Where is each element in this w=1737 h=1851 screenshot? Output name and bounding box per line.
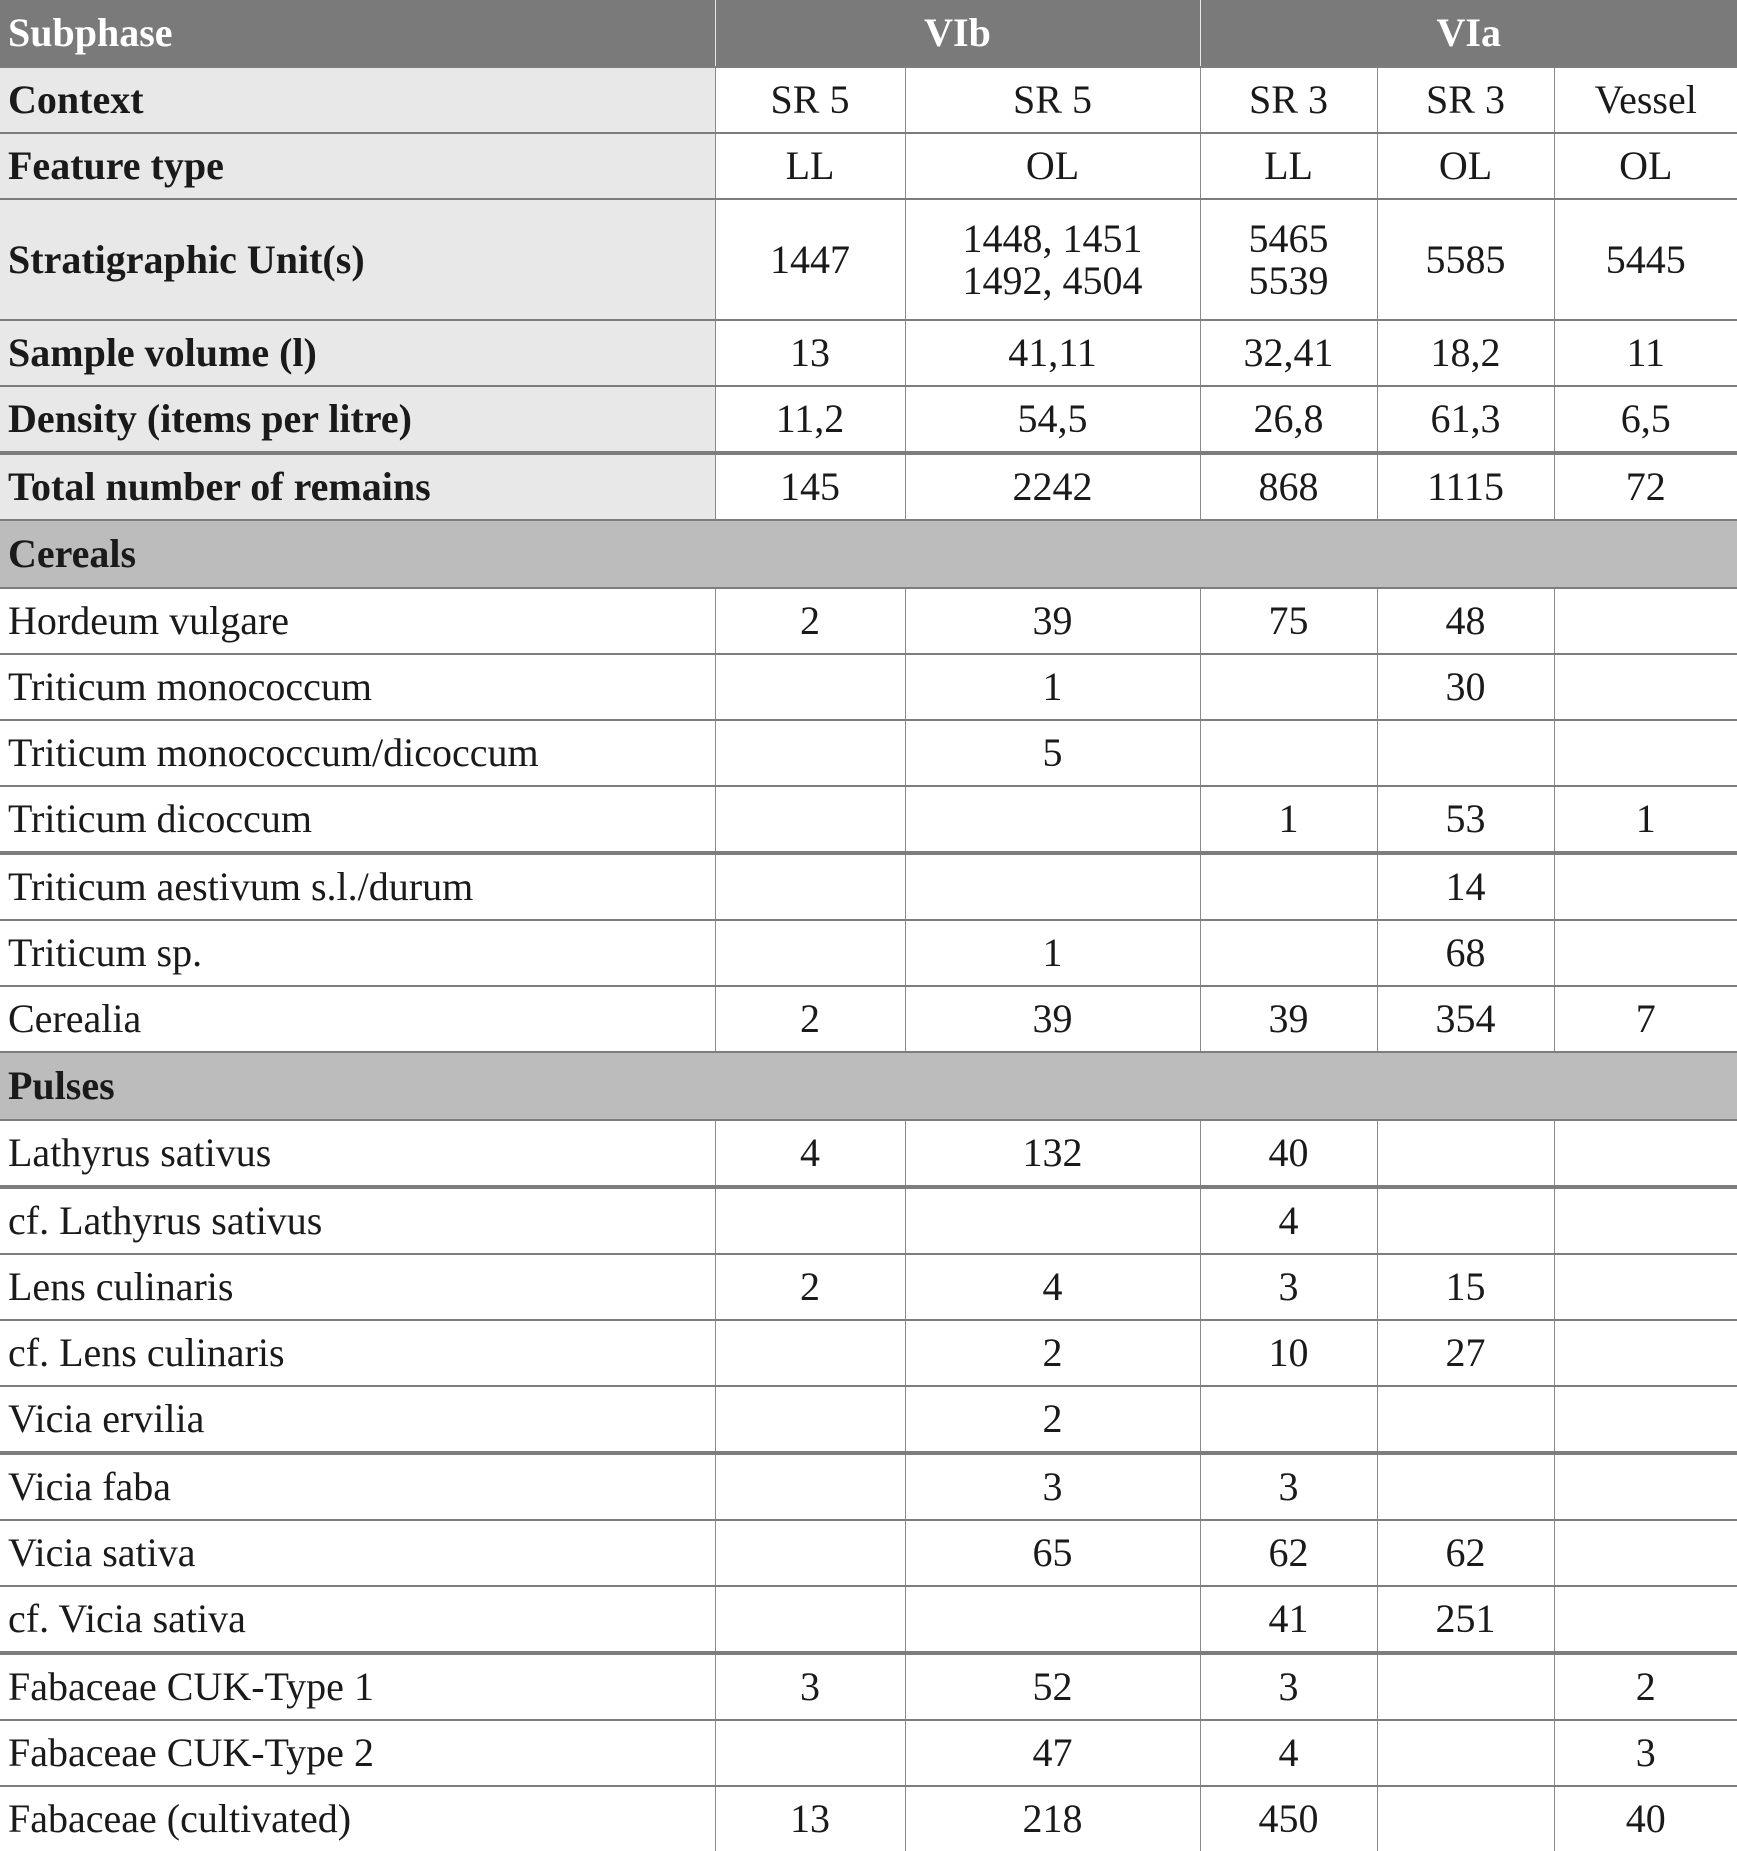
table-row (0, 1386, 1737, 1453)
cell (1377, 1386, 1554, 1453)
table-row (0, 1453, 1737, 1520)
cell (715, 1520, 905, 1586)
cell: 47 (905, 1720, 1200, 1786)
table-row (0, 1720, 1737, 1786)
section-title: Pulses (0, 1052, 1737, 1120)
cell: 2 (905, 1386, 1200, 1453)
table-row (0, 1786, 1737, 1851)
cell: 48 (1377, 588, 1554, 654)
cell (905, 1187, 1200, 1254)
table-row (0, 588, 1737, 654)
table-row (0, 1520, 1737, 1586)
row-label: Vicia sativa (0, 1520, 715, 1586)
cell: 5 (905, 720, 1200, 786)
cell: 3 (1554, 1720, 1737, 1786)
cell: 52 (905, 1653, 1200, 1720)
cell (1554, 1386, 1737, 1453)
row-label: Triticum dicoccum (0, 786, 715, 853)
cell (715, 654, 905, 720)
cell: 354 (1377, 986, 1554, 1052)
cell (1554, 1453, 1737, 1520)
cell: 2 (715, 1254, 905, 1320)
cell (1554, 853, 1737, 920)
cell: 3 (715, 1653, 905, 1720)
cell: OL (905, 133, 1200, 199)
cell: 3 (1200, 1453, 1377, 1520)
cell: 68 (1377, 920, 1554, 986)
sample-volume-row (0, 320, 1737, 386)
row-label: Triticum aestivum s.l./durum (0, 853, 715, 920)
cell (1554, 654, 1737, 720)
cell (905, 1586, 1200, 1653)
table-row (0, 1586, 1737, 1653)
cell: 251 (1377, 1586, 1554, 1653)
cell: OL (1377, 133, 1554, 199)
cell (905, 853, 1200, 920)
cell: 54,5 (905, 386, 1200, 453)
cell (1377, 720, 1554, 786)
cell: SR 5 (715, 67, 905, 133)
cell (715, 920, 905, 986)
cell (715, 1386, 905, 1453)
cell: 450 (1200, 1786, 1377, 1851)
cell: 61,3 (1377, 386, 1554, 453)
row-label: cf. Lens culinaris (0, 1320, 715, 1386)
cell: 2 (905, 1320, 1200, 1386)
cell: 32,41 (1200, 320, 1377, 386)
cell: 14 (1377, 853, 1554, 920)
subphase-group-via: VIa (1200, 0, 1737, 67)
cell (1554, 1586, 1737, 1653)
density-row (0, 386, 1737, 453)
cell: 145 (715, 453, 905, 520)
section-header-cereals (0, 520, 1737, 588)
table-row (0, 853, 1737, 920)
table-row (0, 1320, 1737, 1386)
cell: 1 (905, 654, 1200, 720)
cell (1377, 1786, 1554, 1851)
cell (1200, 1386, 1377, 1453)
cell: 132 (905, 1120, 1200, 1187)
row-label: cf. Vicia sativa (0, 1586, 715, 1653)
cell: 1448, 1451 1492, 4504 (905, 199, 1200, 320)
cell (715, 786, 905, 853)
cell: 3 (905, 1453, 1200, 1520)
cell (1200, 720, 1377, 786)
cell: 40 (1200, 1120, 1377, 1187)
cell (715, 720, 905, 786)
cell: OL (1554, 133, 1737, 199)
row-label: Lens culinaris (0, 1254, 715, 1320)
cell: 41,11 (905, 320, 1200, 386)
row-label: Triticum sp. (0, 920, 715, 986)
cell: 5585 (1377, 199, 1554, 320)
cell: 1 (1200, 786, 1377, 853)
cell: 30 (1377, 654, 1554, 720)
row-label: Triticum monococcum/dicoccum (0, 720, 715, 786)
feature-type-row (0, 133, 1737, 199)
cell (715, 1320, 905, 1386)
cell: 3 (1200, 1653, 1377, 1720)
row-label: Fabaceae CUK-Type 1 (0, 1653, 715, 1720)
cell: 2 (1554, 1653, 1737, 1720)
row-label: Vicia ervilia (0, 1386, 715, 1453)
cell (1377, 1120, 1554, 1187)
cell: 218 (905, 1786, 1200, 1851)
cell (1554, 1520, 1737, 1586)
cell (1377, 1653, 1554, 1720)
cell: 2 (715, 986, 905, 1052)
row-label: Sample volume (l) (0, 320, 715, 386)
cell: 62 (1200, 1520, 1377, 1586)
cell: Vessel (1554, 67, 1737, 133)
cell (715, 1453, 905, 1520)
cell (1554, 1187, 1737, 1254)
table-row (0, 1187, 1737, 1254)
cell: 4 (1200, 1187, 1377, 1254)
cell: 41 (1200, 1586, 1377, 1653)
cell: 75 (1200, 588, 1377, 654)
cell: 27 (1377, 1320, 1554, 1386)
cell (1200, 654, 1377, 720)
cell: 7 (1554, 986, 1737, 1052)
cell: 6,5 (1554, 386, 1737, 453)
cell: 15 (1377, 1254, 1554, 1320)
cell: 5445 (1554, 199, 1737, 320)
cell: 11,2 (715, 386, 905, 453)
cell: 26,8 (1200, 386, 1377, 453)
row-label: Hordeum vulgare (0, 588, 715, 654)
total-remains-row (0, 453, 1737, 520)
section-title: Cereals (0, 520, 1737, 588)
table-row (0, 920, 1737, 986)
cell: 62 (1377, 1520, 1554, 1586)
table-row (0, 1254, 1737, 1320)
cell: 39 (1200, 986, 1377, 1052)
row-label: Stratigraphic Unit(s) (0, 199, 715, 320)
cell: SR 3 (1377, 67, 1554, 133)
cell: 40 (1554, 1786, 1737, 1851)
cell (1377, 1720, 1554, 1786)
cell: SR 5 (905, 67, 1200, 133)
cell: LL (1200, 133, 1377, 199)
cell: 2 (715, 588, 905, 654)
row-label: Fabaceae (cultivated) (0, 1786, 715, 1851)
row-label: Total number of remains (0, 453, 715, 520)
table-row (0, 720, 1737, 786)
cell (1554, 920, 1737, 986)
cell: LL (715, 133, 905, 199)
cell (715, 1187, 905, 1254)
context-row (0, 67, 1737, 133)
cell: 13 (715, 1786, 905, 1851)
cell: 868 (1200, 453, 1377, 520)
cell: 1447 (715, 199, 905, 320)
cell: 4 (715, 1120, 905, 1187)
table-row (0, 1653, 1737, 1720)
cell: 65 (905, 1520, 1200, 1586)
cell: 4 (905, 1254, 1200, 1320)
cell (1554, 1120, 1737, 1187)
cell: 39 (905, 986, 1200, 1052)
cell: 13 (715, 320, 905, 386)
row-label: Vicia faba (0, 1453, 715, 1520)
cell: 1 (905, 920, 1200, 986)
row-label: cf. Lathyrus sativus (0, 1187, 715, 1254)
cell (715, 853, 905, 920)
cell: 53 (1377, 786, 1554, 853)
table-row (0, 786, 1737, 853)
cell: 39 (905, 588, 1200, 654)
cell (715, 1720, 905, 1786)
subphase-group-vib: VIb (715, 0, 1200, 67)
cell: 10 (1200, 1320, 1377, 1386)
cell (715, 1586, 905, 1653)
row-label: Context (0, 67, 715, 133)
subphase-header-row (0, 0, 1737, 67)
row-label: Fabaceae CUK-Type 2 (0, 1720, 715, 1786)
row-label: Cerealia (0, 986, 715, 1052)
cell: SR 3 (1200, 67, 1377, 133)
table-row (0, 986, 1737, 1052)
cell (1200, 920, 1377, 986)
cell (905, 786, 1200, 853)
cell (1554, 1254, 1737, 1320)
subphase-label: Subphase (0, 0, 715, 67)
cell: 1115 (1377, 453, 1554, 520)
cell: 4 (1200, 1720, 1377, 1786)
table-row (0, 1120, 1737, 1187)
cell: 5465 5539 (1200, 199, 1377, 320)
cell (1377, 1187, 1554, 1254)
stratigraphic-units-row (0, 199, 1737, 320)
table-row (0, 654, 1737, 720)
cell: 2242 (905, 453, 1200, 520)
cell: 18,2 (1377, 320, 1554, 386)
row-label: Density (items per litre) (0, 386, 715, 453)
cell: 3 (1200, 1254, 1377, 1320)
cell (1200, 853, 1377, 920)
cell (1554, 1320, 1737, 1386)
row-label: Lathyrus sativus (0, 1120, 715, 1187)
cell (1377, 1453, 1554, 1520)
cell (1554, 720, 1737, 786)
cell: 72 (1554, 453, 1737, 520)
row-label: Triticum monococcum (0, 654, 715, 720)
section-header-pulses (0, 1052, 1737, 1120)
cell (1554, 588, 1737, 654)
cell: 1 (1554, 786, 1737, 853)
row-label: Feature type (0, 133, 715, 199)
cell: 11 (1554, 320, 1737, 386)
